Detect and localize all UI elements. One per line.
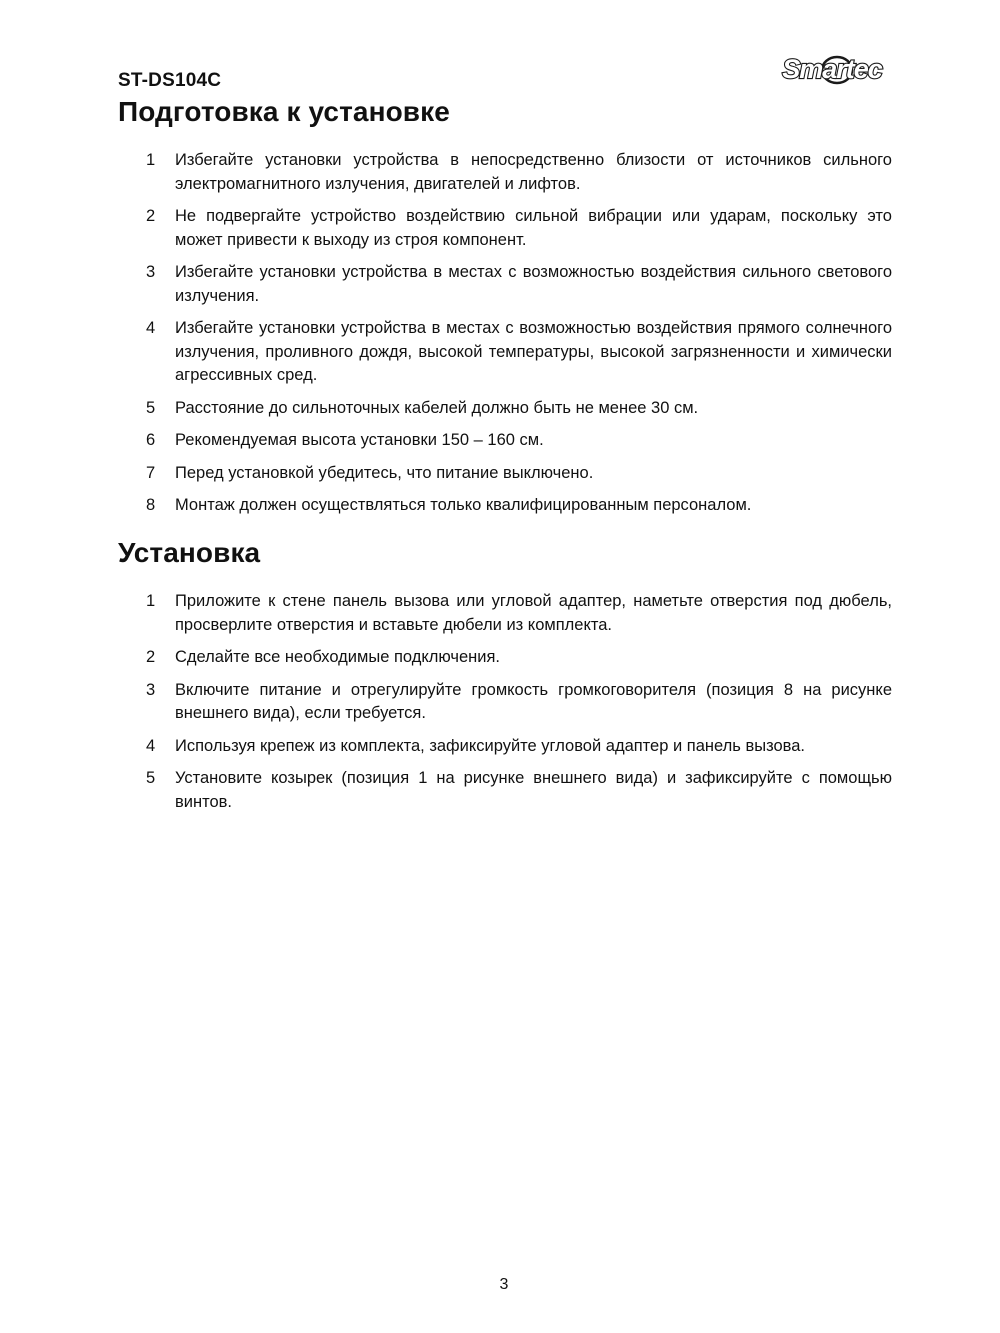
item-text: Перед установкой убедитесь, что питание выключено. bbox=[175, 463, 594, 482]
item-number: 6 bbox=[146, 431, 156, 449]
item-text: Приложите к стене панель вызова или угловой адаптер, наметьте отверстия под дюбель, просверлите отверстия и вставьте дюбели из комплекта. bbox=[175, 592, 892, 634]
item-number: 1 bbox=[146, 151, 156, 169]
preparation-list bbox=[146, 149, 892, 527]
section-title-preparation: Подготовка к установке bbox=[118, 96, 450, 127]
list-item bbox=[146, 261, 892, 308]
installation-list bbox=[146, 590, 892, 823]
list-item bbox=[146, 462, 892, 486]
list-item bbox=[146, 590, 892, 637]
item-number: 4 bbox=[146, 319, 156, 337]
document-model: ST-DS104C bbox=[118, 70, 222, 91]
list-item bbox=[146, 397, 892, 421]
logo-text: Smartec bbox=[782, 54, 882, 84]
item-number: 4 bbox=[146, 736, 156, 755]
list-item bbox=[146, 429, 892, 453]
item-text: Используя крепеж из комплекта, зафиксируйте угловой адаптер и панель вызова. bbox=[175, 736, 805, 755]
item-number: 5 bbox=[146, 398, 156, 417]
item-text: Избегайте установки устройства в непосредственно близости от источников сильного электромагнитного излучения, двигателей и лифтов. bbox=[175, 151, 892, 193]
list-item bbox=[146, 205, 892, 252]
list-item bbox=[146, 679, 892, 726]
item-text: Рекомендуемая высота установки 150 – 160 см. bbox=[175, 431, 544, 449]
item-number: 7 bbox=[146, 463, 156, 482]
list-item bbox=[146, 767, 892, 814]
section-title-installation: Установка bbox=[118, 537, 261, 568]
item-text: Избегайте установки устройства в местах с возможностью воздействия прямого солнечного излучения, проливного дождя, высокой температуры, высокой загрязненности и химически агрессивных сред. bbox=[175, 319, 892, 384]
item-text: Избегайте установки устройства в местах с возможностью воздействия сильного светового излучения. bbox=[175, 263, 892, 305]
item-number: 1 bbox=[146, 592, 156, 610]
item-number: 2 bbox=[146, 207, 156, 225]
list-item bbox=[146, 646, 892, 670]
item-text: Не подвергайте устройство воздействию сильной вибрации или ударам, поскольку это может привести к выходу из строя компонент. bbox=[175, 207, 892, 249]
page-number: 3 bbox=[499, 1276, 509, 1293]
list-item bbox=[146, 317, 892, 388]
item-number: 3 bbox=[146, 680, 156, 699]
smartec-logo bbox=[768, 50, 896, 90]
item-text: Включите питание и отрегулируйте громкость громкоговорителя (позиция 8 на рисунке внешнего вида), если требуется. bbox=[175, 680, 892, 722]
item-text: Монтаж должен осуществляться только квалифицированным персоналом. bbox=[175, 496, 752, 514]
item-text: Установите козырек (позиция 1 на рисунке внешнего вида) и зафиксируйте с помощью винтов. bbox=[175, 769, 892, 811]
list-item bbox=[146, 494, 892, 518]
item-number: 5 bbox=[146, 769, 156, 787]
item-number: 8 bbox=[146, 496, 156, 514]
list-item bbox=[146, 735, 892, 759]
item-number: 2 bbox=[146, 648, 156, 666]
item-number: 3 bbox=[146, 263, 156, 281]
item-text: Расстояние до сильноточных кабелей должно быть не менее 30 см. bbox=[175, 398, 699, 417]
list-item bbox=[146, 149, 892, 196]
item-text: Сделайте все необходимые подключения. bbox=[175, 648, 501, 666]
